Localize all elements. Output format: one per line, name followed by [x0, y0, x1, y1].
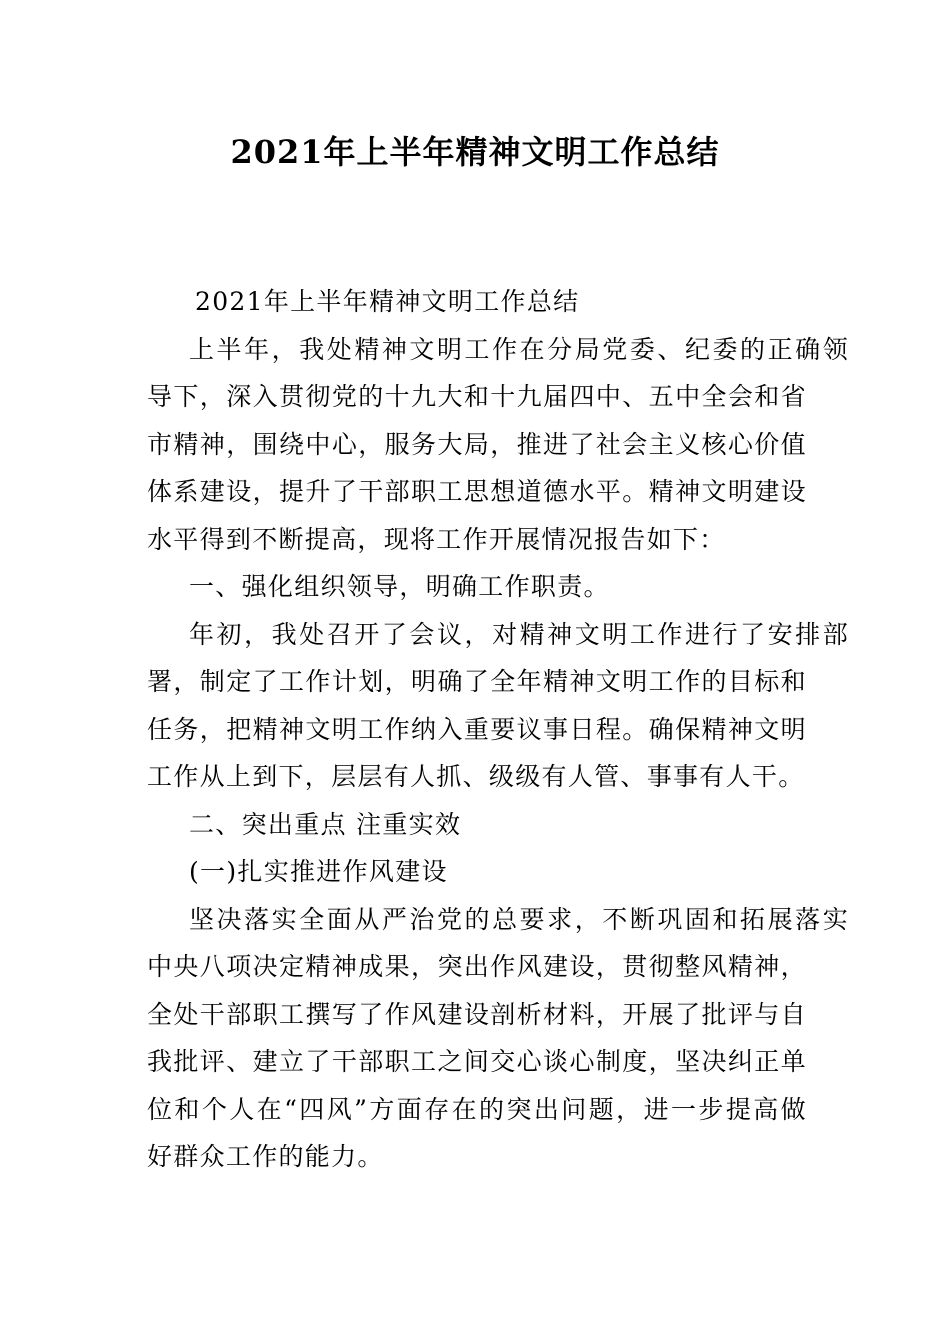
paragraph-3-line-1: 坚决落实全面从严治党的总要求，不断巩固和拓展落实: [189, 904, 849, 934]
paragraph-3-line-6: 好群众工作的能力。: [147, 1142, 384, 1171]
paragraph-1-line-4: 体系建设，提升了干部职工思想道德水平。精神文明建设: [147, 477, 807, 506]
paragraph-1-line-5: 水平得到不断提高，现将工作开展情况报告如下：: [147, 524, 726, 554]
subsection-heading-1: (一)扎实推进作风建设: [189, 857, 448, 886]
body-subtitle-line: 2021年上半年精神文明工作总结: [195, 287, 580, 316]
document-body: [147, 278, 849, 1181]
paragraph-1-line-1: 上半年，我处精神文明工作在分局党委、纪委的正确领: [189, 334, 849, 364]
paragraph-3-line-2: 中央八项决定精神成果，突出作风建设，贯彻整风精神，: [147, 952, 807, 981]
paragraph-2-line-4: 工作从上到下，层层有人抓、级级有人管、事事有人干。: [147, 762, 805, 791]
paragraph-2-line-3: 任务，把精神文明工作纳入重要议事日程。确保精神文明: [147, 714, 807, 744]
section-heading-1: 一、强化组织领导，明确工作职责。: [189, 572, 610, 601]
paragraph-2-line-1: 年初，我处召开了会议，对精神文明工作进行了安排部: [189, 619, 849, 649]
paragraph-3-line-4: 我批评、建立了干部职工之间交心谈心制度，坚决纠正单: [147, 1047, 807, 1076]
document-title: 2021年上半年精神文明工作总结: [230, 133, 720, 171]
section-heading-2: 二、突出重点 注重实效: [189, 809, 462, 839]
paragraph-3-line-3: 全处干部职工撰写了作风建设剖析材料，开展了批评与自: [147, 999, 807, 1029]
paragraph-2-line-2: 署，制定了工作计划，明确了全年精神文明工作的目标和: [147, 667, 807, 696]
paragraph-1-line-2: 导下，深入贯彻党的十九大和十九届四中、五中全会和省: [147, 382, 807, 411]
paragraph-1-line-3: 市精神，围绕中心，服务大局，推进了社会主义核心价值: [147, 429, 807, 459]
paragraph-3-line-5: 位和个人在“四风”方面存在的突出问题，进一步提高做: [147, 1094, 807, 1124]
